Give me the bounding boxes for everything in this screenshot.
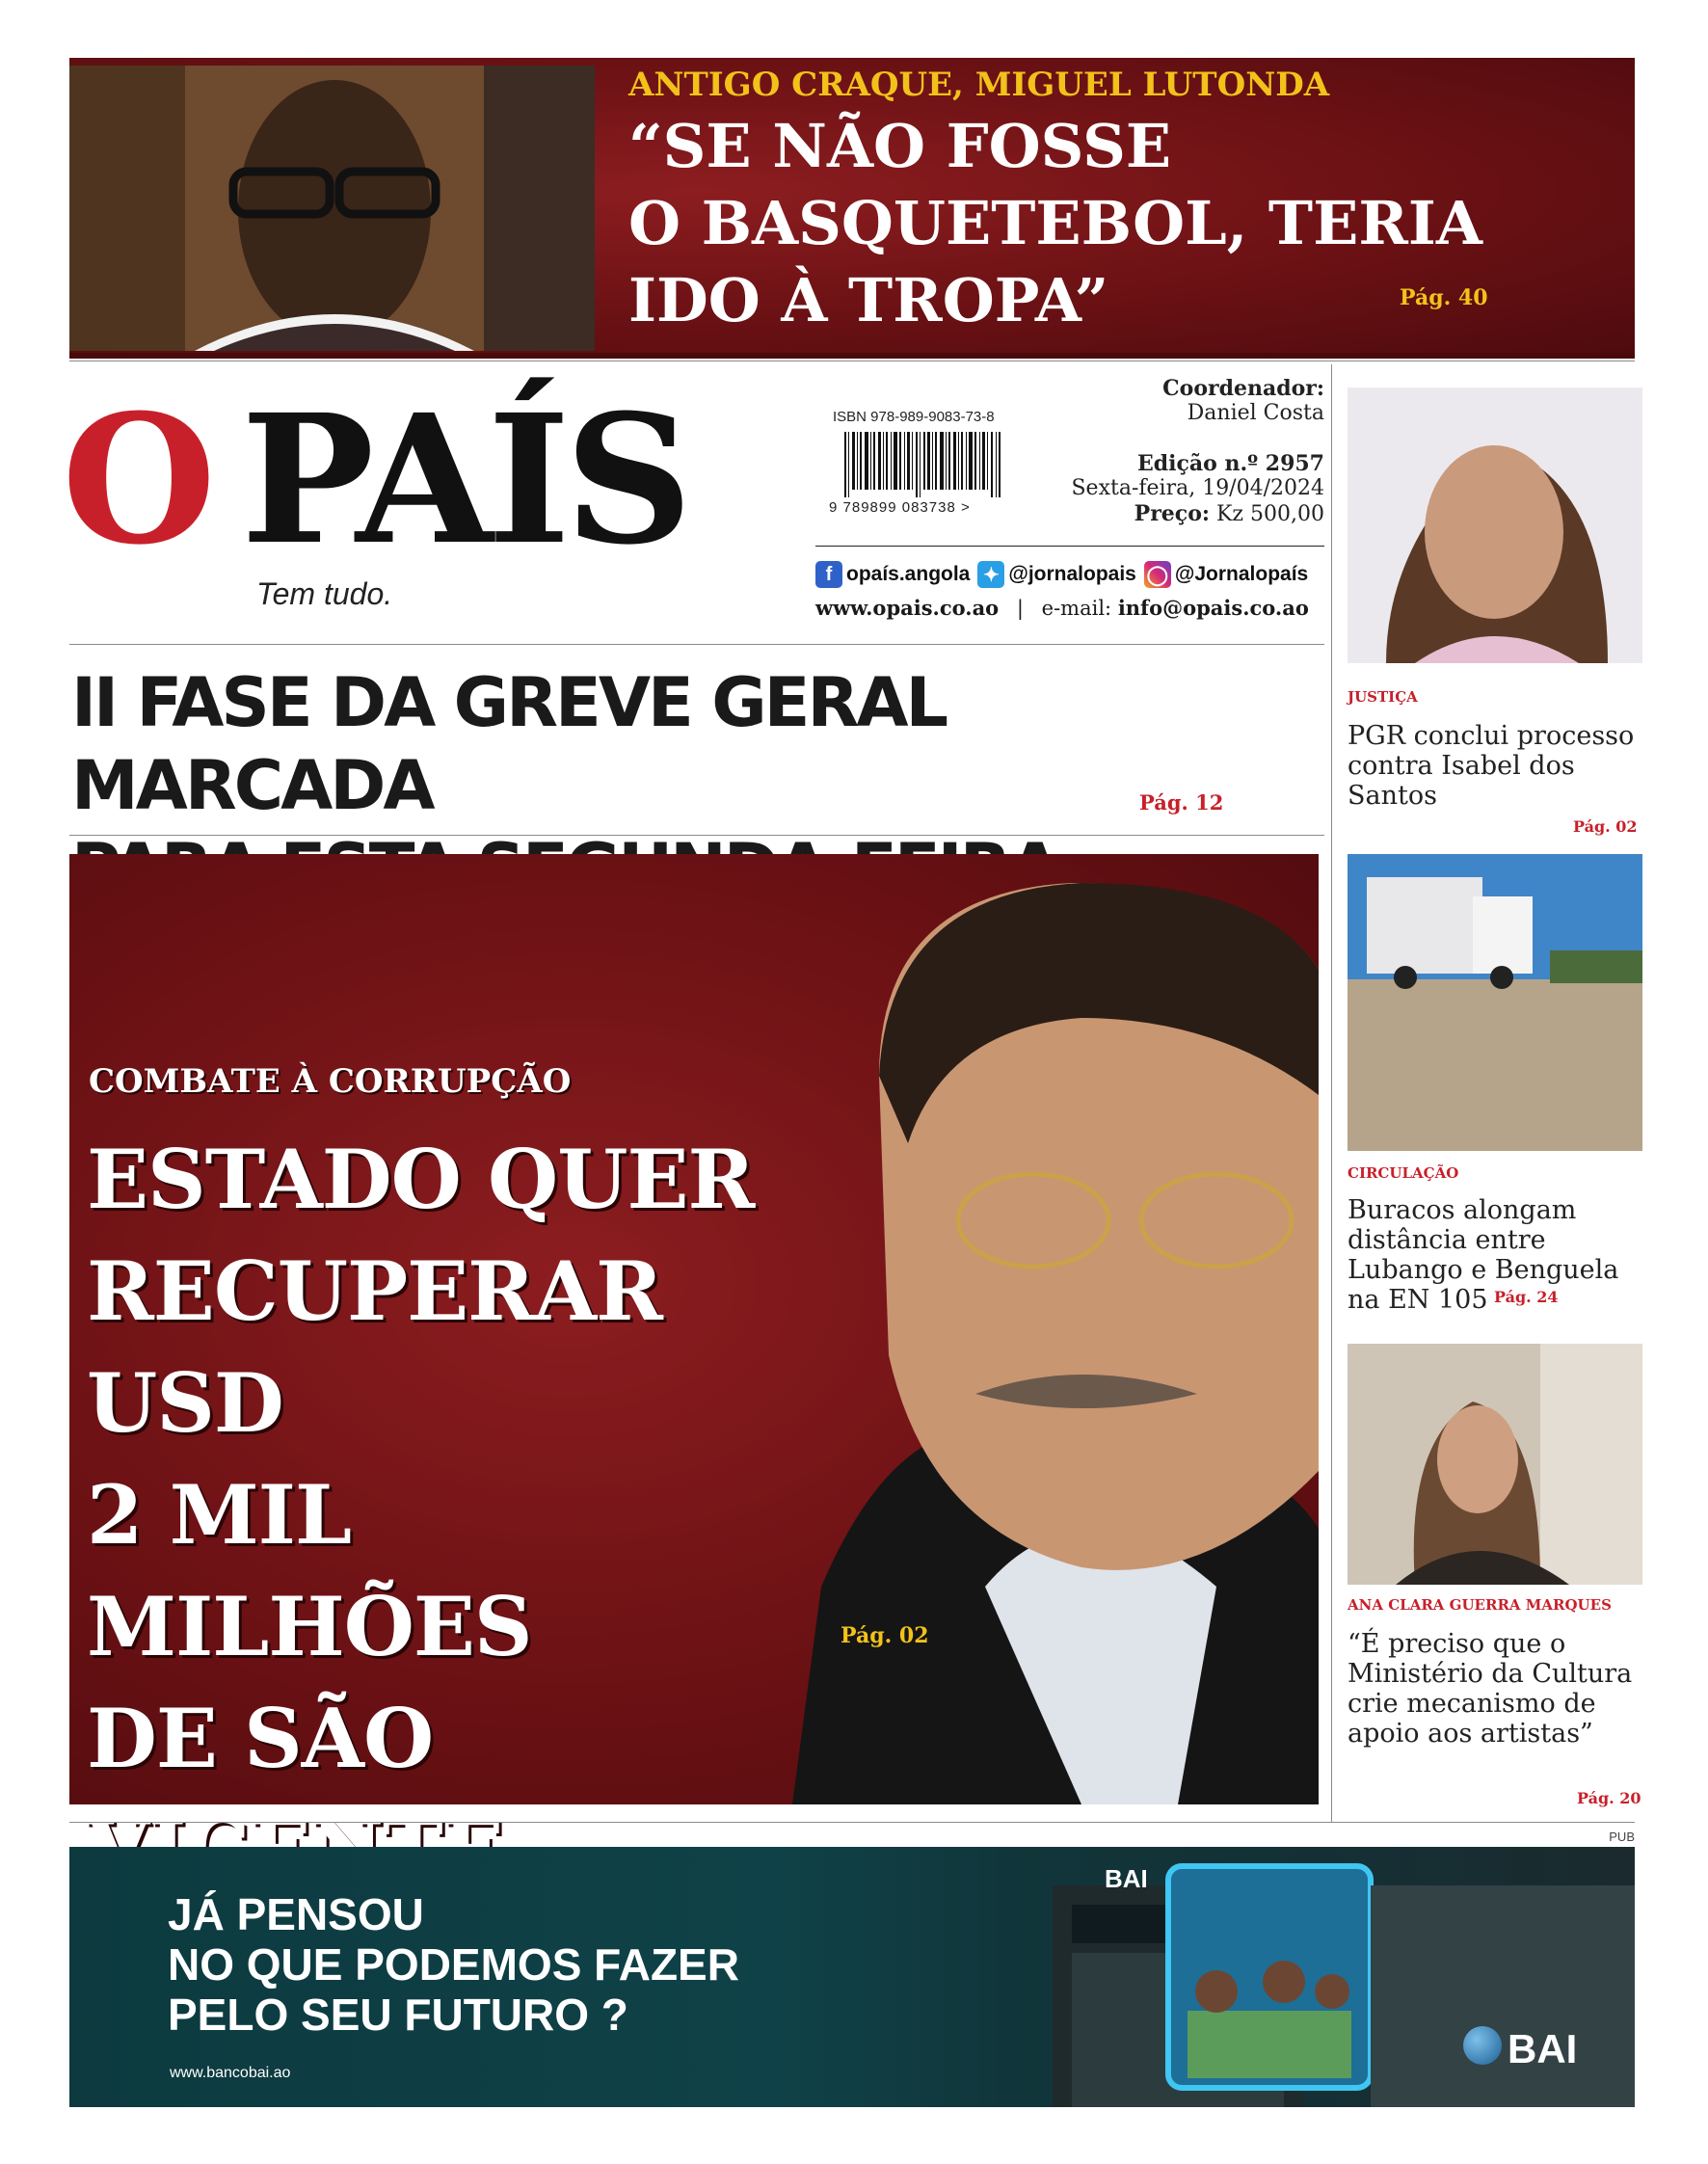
headline-line: “SE NÃO FOSSE <box>628 111 1172 181</box>
logo-tagline: Tem tudo. <box>256 576 393 611</box>
bai-logo-icon <box>1463 2026 1502 2065</box>
ad-headline-line: PELO SEU FUTURO ? <box>168 1990 628 2040</box>
logo-o: O <box>62 376 211 584</box>
email-label: e-mail: <box>1041 597 1112 620</box>
main-story-kicker: COMBATE À CORRUPÇÃO <box>89 1062 572 1101</box>
ad-brand: BAI <box>1508 2026 1578 2071</box>
coordinator-label: Coordenador: <box>1162 376 1324 401</box>
top-story-kicker: ANTIGO CRAQUE, MIGUEL LUTONDA <box>628 66 1330 104</box>
main-story-headline[interactable] <box>87 1124 819 1907</box>
headline-line: IDO À TROPA” <box>628 265 1109 335</box>
column-divider <box>1331 364 1332 1822</box>
main-story-page-ref: Pág. 02 <box>841 1623 929 1648</box>
top-story-headline[interactable] <box>628 108 1515 339</box>
sidebar-story-text[interactable]: Buracos alongam distância entre Lubango e Benguela na EN 105 <box>1348 1195 1619 1315</box>
ad-headline-line: NO QUE PODEMOS FAZER <box>168 1939 739 1990</box>
sidebar-category: CIRCULAÇÃO <box>1348 1164 1459 1182</box>
email-link[interactable]: info@opais.co.ao <box>1117 596 1309 620</box>
price <box>1134 501 1324 526</box>
ad-sign: BAI <box>1105 1864 1148 1893</box>
headline-line: ESTADO QUER <box>87 1132 755 1227</box>
sidebar-photo-ana-clara <box>1348 1344 1642 1585</box>
instagram-icon: ◯ <box>1144 561 1171 588</box>
bai-advertisement[interactable] <box>69 1847 1635 2107</box>
sidebar-story-text[interactable]: PGR conclui processo contra Isabel dos Santos <box>1348 721 1635 811</box>
barcode-icon <box>844 432 1001 497</box>
price-label: Preço: <box>1134 501 1210 526</box>
main-story[interactable] <box>69 854 1319 1804</box>
divider <box>69 1822 1635 1823</box>
social-links <box>815 561 1324 588</box>
headline-line: RECUPERAR USD <box>87 1243 662 1451</box>
greve-page-ref: Pág. 12 <box>1139 790 1224 815</box>
divider <box>69 835 1324 836</box>
top-story-page-ref: Pág. 40 <box>1400 285 1488 310</box>
sidebar-page-ref: Pág. 02 <box>1573 817 1638 836</box>
price-value: Kz 500,00 <box>1216 502 1324 526</box>
sidebar-category: ANA CLARA GUERRA MARQUES <box>1348 1596 1612 1614</box>
barcode-number: 9 789899 083738 > <box>829 499 971 516</box>
headline-line: 2 MIL MILHÕES <box>87 1467 532 1674</box>
website-link[interactable]: www.opais.co.ao <box>815 596 1000 620</box>
ad-url[interactable]: www.bancobai.ao <box>170 2065 291 2081</box>
contact-separator: | <box>1016 597 1024 620</box>
sidebar-page-ref: Pág. 20 <box>1577 1789 1641 1807</box>
instagram-link[interactable]: @Jornalopaís <box>1174 563 1309 585</box>
headline-line: O BASQUETEBOL, TERIA <box>628 188 1482 258</box>
headline-line: DE SÃO <box>87 1691 434 1786</box>
coordinator-name: Daniel Costa <box>1187 401 1324 425</box>
facebook-icon: f <box>815 561 842 588</box>
sidebar-page-ref: Pág. 24 <box>1494 1288 1559 1306</box>
main-story-photo <box>763 854 1319 1804</box>
twitter-icon: ✦ <box>977 561 1004 588</box>
top-story-photo <box>69 66 595 351</box>
twitter-link[interactable]: @jornalopais <box>1008 563 1136 585</box>
sidebar-category: JUSTIÇA <box>1348 688 1418 706</box>
isbn: ISBN 978-989-9083-73-8 <box>833 409 995 425</box>
headline-line: II FASE DA GREVE GERAL MARCADA <box>71 663 947 825</box>
top-story-banner[interactable] <box>69 58 1635 359</box>
ad-headline <box>168 1889 739 2040</box>
divider <box>815 546 1324 547</box>
logo-name: PAÍS <box>241 376 687 584</box>
contact-line <box>815 596 1324 620</box>
divider <box>69 644 1324 645</box>
sidebar-photo-isabel <box>1348 387 1642 663</box>
edition-number: Edição n.º 2957 <box>1136 451 1324 476</box>
facebook-link[interactable]: opaís.angola <box>846 563 971 585</box>
pub-label: PUB <box>1609 1830 1635 1844</box>
sidebar-photo-truck <box>1348 854 1642 1151</box>
edition-date: Sexta-feira, 19/04/2024 <box>1071 476 1324 500</box>
ad-headline-line: JÁ PENSOU <box>168 1889 424 1939</box>
sidebar-story-text[interactable]: “É preciso que o Ministério da Cultura crie mecanismo de apoio aos artistas” <box>1348 1629 1633 1749</box>
